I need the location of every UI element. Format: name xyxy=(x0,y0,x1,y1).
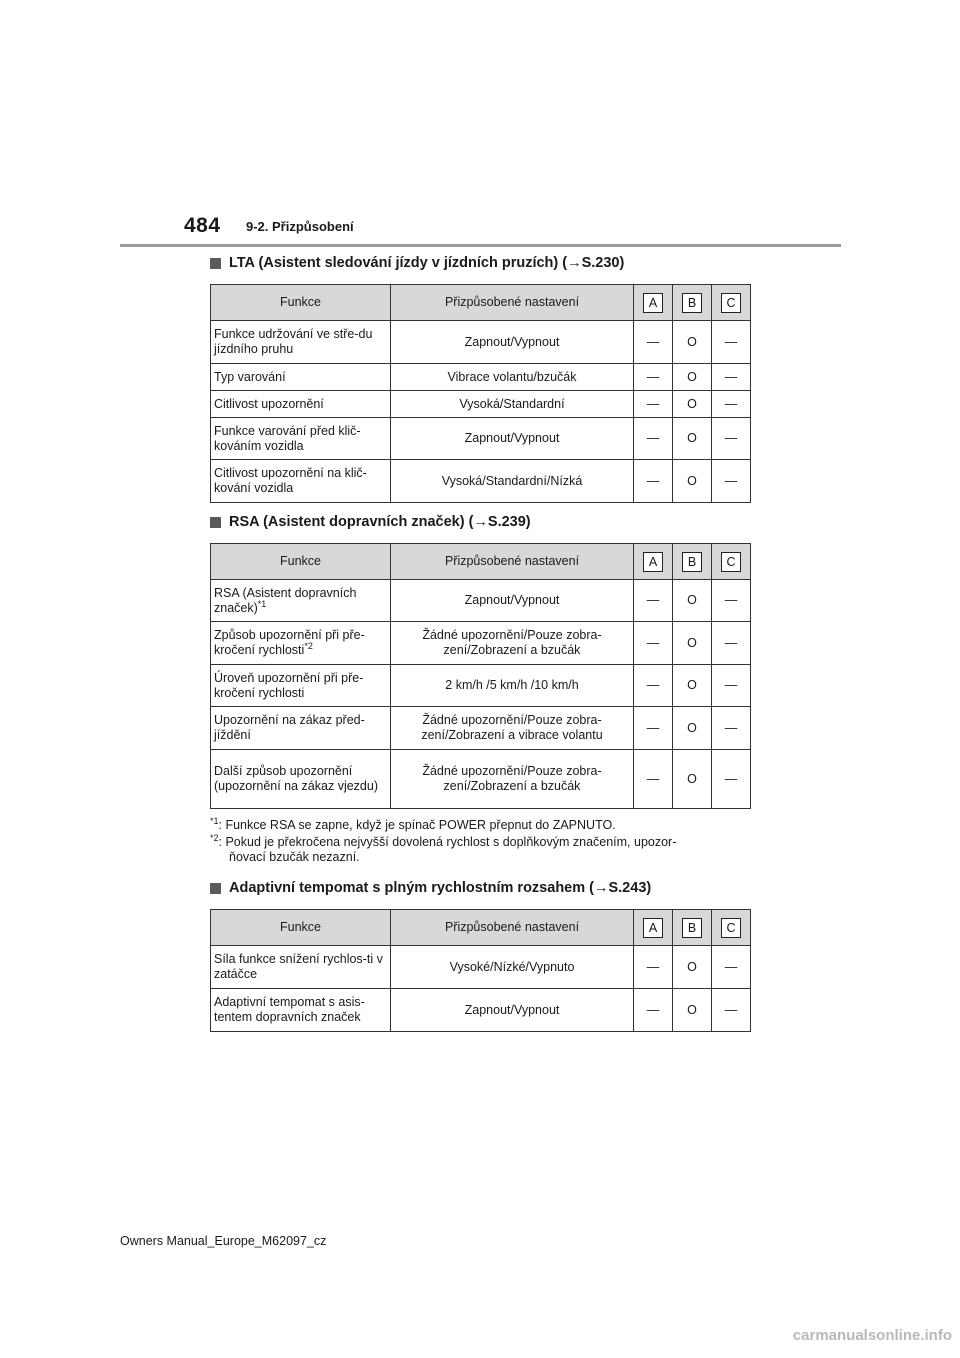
section-title: 9-2. Přizpůsobení xyxy=(246,219,354,234)
heading-lta xyxy=(210,255,624,271)
heading-rsa-text: RSA (Asistent dopravních značek) (→S.239) xyxy=(229,514,531,530)
header-a: A xyxy=(643,552,663,572)
header-a: A xyxy=(643,918,663,938)
table-row xyxy=(211,460,751,503)
mark-a: — xyxy=(634,750,673,809)
mark-c: — xyxy=(712,364,751,391)
heading-rsa xyxy=(210,514,531,530)
mark-b: O xyxy=(673,580,712,622)
heading-acc-text: Adaptivní tempomat s plným rychlostním rozsahem (→S.243) xyxy=(229,880,652,896)
mark-c: — xyxy=(712,622,751,665)
table-header-row xyxy=(211,910,751,946)
setting-cell: Žádné upozornění/Pouze zobra-zení/Zobrazení a bzučák xyxy=(391,750,634,809)
mark-b: O xyxy=(673,418,712,460)
function-cell: Typ varování xyxy=(211,364,391,391)
mark-b: O xyxy=(673,946,712,989)
mark-b: O xyxy=(673,391,712,418)
footnotes xyxy=(210,815,755,867)
header-setting: Přizpůsobené nastavení xyxy=(391,910,634,946)
table-rsa xyxy=(210,543,751,809)
mark-c: — xyxy=(712,418,751,460)
table-row xyxy=(211,665,751,707)
table-row xyxy=(211,750,751,809)
table-row xyxy=(211,391,751,418)
header-a: A xyxy=(643,293,663,313)
footnote-text: : Funkce RSA se zapne, když je spínač POWER přepnut do ZAPNUTO. xyxy=(218,818,616,832)
footnote-2 xyxy=(210,832,755,865)
header-b: B xyxy=(682,552,702,572)
function-cell: Další způsob upozornění (upozornění na zákaz vjezdu) xyxy=(211,750,391,809)
bullet-square-icon xyxy=(210,517,221,528)
function-cell: Síla funkce snížení rychlos-ti v zatáčce xyxy=(211,946,391,989)
function-cell: Citlivost upozornění na klič-kování vozidla xyxy=(211,460,391,503)
table-row xyxy=(211,946,751,989)
mark-b: O xyxy=(673,622,712,665)
mark-b: O xyxy=(673,707,712,750)
function-cell: Adaptivní tempomat s asis-tentem dopravních značek xyxy=(211,989,391,1032)
mark-a: — xyxy=(634,321,673,364)
watermark: carmanualsonline.info xyxy=(792,1327,952,1344)
mark-c: — xyxy=(712,707,751,750)
footer-manual-id: Owners Manual_Europe_M62097_cz xyxy=(120,1234,327,1248)
mark-a: — xyxy=(634,418,673,460)
footnote-1 xyxy=(210,815,755,833)
setting-cell: Žádné upozornění/Pouze zobra-zení/Zobrazení a bzučák xyxy=(391,622,634,665)
bullet-square-icon xyxy=(210,258,221,269)
mark-b: O xyxy=(673,364,712,391)
mark-a: — xyxy=(634,364,673,391)
function-cell: Citlivost upozornění xyxy=(211,391,391,418)
header-b: B xyxy=(682,293,702,313)
function-cell xyxy=(211,622,391,665)
header-function: Funkce xyxy=(211,910,391,946)
table-lta xyxy=(210,284,751,503)
heading-acc xyxy=(210,880,651,896)
footnote-text: : Pokud je překročena nejvyšší dovolená rychlost s doplňkovým značením, upozor- xyxy=(218,835,677,849)
function-cell: Úroveň upozornění při pře-kročení rychlosti xyxy=(211,665,391,707)
table-row xyxy=(211,418,751,460)
function-text: Způsob upozornění při pře-kročení rychlosti xyxy=(214,628,365,657)
mark-a: — xyxy=(634,622,673,665)
mark-c: — xyxy=(712,460,751,503)
table-row xyxy=(211,321,751,364)
header-c: C xyxy=(721,552,741,572)
function-cell: Funkce varování před klič-kováním vozidla xyxy=(211,418,391,460)
heading-lta-text: LTA (Asistent sledování jízdy v jízdních pruzích) (→S.230) xyxy=(229,255,625,271)
header-setting: Přizpůsobené nastavení xyxy=(391,285,634,321)
mark-a: — xyxy=(634,460,673,503)
mark-c: — xyxy=(712,989,751,1032)
footnote-mark: *2 xyxy=(210,832,219,843)
mark-a: — xyxy=(634,391,673,418)
setting-cell: 2 km/h /5 km/h /10 km/h xyxy=(391,665,634,707)
mark-b: O xyxy=(673,989,712,1032)
setting-cell: Vysoká/Standardní/Nízká xyxy=(391,460,634,503)
header-setting: Přizpůsobené nastavení xyxy=(391,544,634,580)
setting-cell: Zapnout/Vypnout xyxy=(391,418,634,460)
bullet-square-icon xyxy=(210,883,221,894)
header-c: C xyxy=(721,918,741,938)
function-cell: Funkce udržování ve stře-du jízdního pruhu xyxy=(211,321,391,364)
header-function: Funkce xyxy=(211,544,391,580)
page-number: 484 xyxy=(184,214,221,237)
mark-b: O xyxy=(673,321,712,364)
mark-a: — xyxy=(634,707,673,750)
setting-cell: Zapnout/Vypnout xyxy=(391,989,634,1032)
table-row xyxy=(211,622,751,665)
setting-cell: Vibrace volantu/bzučák xyxy=(391,364,634,391)
setting-cell: Žádné upozornění/Pouze zobra-zení/Zobrazení a vibrace volantu xyxy=(391,707,634,750)
setting-cell: Vysoké/Nízké/Vypnuto xyxy=(391,946,634,989)
header-b: B xyxy=(682,918,702,938)
header-c: C xyxy=(721,293,741,313)
function-cell xyxy=(211,580,391,622)
mark-c: — xyxy=(712,580,751,622)
footnote-ref: *1 xyxy=(257,598,267,609)
table-row xyxy=(211,364,751,391)
mark-c: — xyxy=(712,946,751,989)
footnote-continuation: ňovací bzučák nezazní. xyxy=(229,850,360,864)
mark-b: O xyxy=(673,665,712,707)
mark-c: — xyxy=(712,321,751,364)
mark-c: — xyxy=(712,750,751,809)
setting-cell: Vysoká/Standardní xyxy=(391,391,634,418)
function-text: RSA (Asistent dopravních značek) xyxy=(214,585,357,615)
setting-cell: Zapnout/Vypnout xyxy=(391,580,634,622)
mark-a: — xyxy=(634,989,673,1032)
mark-b: O xyxy=(673,460,712,503)
table-acc xyxy=(210,909,751,1032)
header-function: Funkce xyxy=(211,285,391,321)
function-cell: Upozornění na zákaz před-jíždění xyxy=(211,707,391,750)
mark-a: — xyxy=(634,580,673,622)
table-header-row xyxy=(211,285,751,321)
table-row xyxy=(211,989,751,1032)
table-row xyxy=(211,580,751,622)
footnote-ref: *2 xyxy=(304,640,313,651)
mark-c: — xyxy=(712,665,751,707)
footnote-mark: *1 xyxy=(210,815,219,826)
mark-a: — xyxy=(634,665,673,707)
table-row xyxy=(211,707,751,750)
table-header-row xyxy=(211,544,751,580)
setting-cell: Zapnout/Vypnout xyxy=(391,321,634,364)
header-divider xyxy=(120,244,841,247)
mark-a: — xyxy=(634,946,673,989)
mark-b: O xyxy=(673,750,712,809)
mark-c: — xyxy=(712,391,751,418)
